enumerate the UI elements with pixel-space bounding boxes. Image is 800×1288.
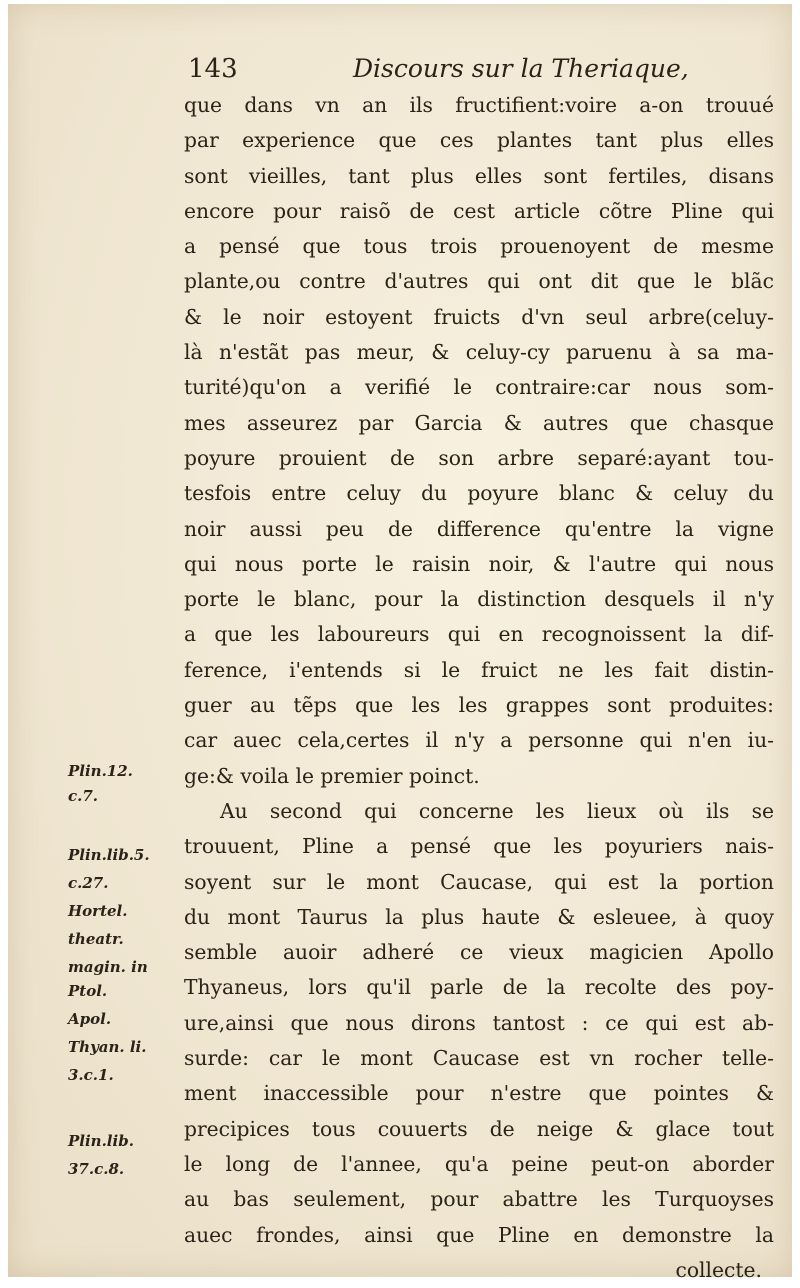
text-line: ment inaccessible pour n'estre que pointes &	[184, 1081, 774, 1106]
margin-note: Apol.	[68, 1010, 112, 1028]
text-line: du mont Taurus la plus haute & esleuee, à quoy	[184, 904, 774, 929]
text-line: a pensé que tous trois prouenoyent de mesme	[184, 234, 774, 259]
text-line: que dans vn an ils fructifient:voire a-on trouué	[184, 93, 774, 117]
text-line: & le noir estoyent fruicts d'vn seul arbre(celuy-	[184, 304, 774, 329]
text-line: trouuent, Pline a pensé que les poyuriers nais-	[184, 834, 774, 859]
text-line: surde: car le mont Caucase est vn rocher telle-	[184, 1046, 774, 1071]
margin-note: Plin.lib.	[68, 1132, 134, 1150]
text-line: plante,ou contre d'autres qui ont dit que le blãc	[184, 269, 774, 294]
text-line: car auec cela,certes il n'y a personne qui n'en iu-	[184, 728, 774, 753]
margin-note: Thyan. li.	[68, 1038, 147, 1056]
text-line: qui nous porte le raisin noir, & l'autre qui nous	[184, 551, 774, 576]
text-line: là n'estãt pas meur, & celuy-cy paruenu à sa ma-	[184, 340, 774, 365]
text-line: ge:& voila le premier poinct.	[184, 763, 480, 788]
margin-note: c.7.	[68, 787, 99, 805]
catchword-line: collecte.	[675, 1257, 762, 1282]
text-line: Thyaneus, lors qu'il parle de la recolte des poy-	[184, 975, 774, 1000]
text-line: precipices tous couuerts de neige & glace tout	[184, 1116, 774, 1141]
text-line: encore pour raisõ de cest article cõtre Pline qui	[184, 198, 774, 223]
running-title: Discours sur la Theriaque,	[353, 54, 689, 83]
text-line: mes asseurez par Garcia & autres que chasque	[184, 410, 774, 435]
page-header	[188, 52, 778, 90]
text-line: ference, i'entends si le fruict ne les fait distin-	[184, 657, 774, 682]
page-number: 143	[188, 54, 238, 84]
text-line: noir aussi peu de difference qu'entre la vigne	[184, 516, 774, 541]
text-line: semble auoir adheré ce vieux magicien Apollo	[184, 940, 774, 965]
text-line: poyure prouient de son arbre separé:ayant tou-	[184, 445, 774, 470]
margin-note: Plin.lib.5.	[68, 846, 150, 864]
text-line: tesfois entre celuy du poyure blanc & celuy du	[184, 481, 774, 506]
margin-note: Plin.12.	[68, 762, 133, 780]
text-line: le long de l'annee, qu'a peine peut-on aborder	[184, 1151, 774, 1176]
text-line: sont vieilles, tant plus elles sont fertiles, disans	[184, 163, 774, 188]
text-line: au bas seulement, pour abattre les Turquoyses	[184, 1187, 774, 1212]
paragraph-start-line: Au second qui concerne les lieux où ils se	[220, 798, 774, 823]
main-text	[184, 88, 774, 1288]
text-line: soyent sur le mont Caucase, qui est la portion	[184, 869, 774, 894]
text-line: guer au tẽps que les les grappes sont produites:	[184, 693, 774, 718]
margin-note: 3.c.1.	[68, 1066, 114, 1084]
margin-note: c.27.	[68, 874, 109, 892]
margin-note: 37.c.8.	[68, 1160, 125, 1178]
text-line: a que les laboureurs qui en recognoissent la dif-	[184, 622, 774, 647]
text-line: turité)qu'on a verifié le contraire:car nous som-	[184, 375, 774, 400]
margin-note: Hortel.	[68, 902, 128, 920]
text-line: ure,ainsi que nous dirons tantost : ce qui est ab-	[184, 1010, 774, 1035]
text-line: auec frondes, ainsi que Pline en demonstre la	[184, 1222, 774, 1247]
book-page	[8, 4, 792, 1282]
text-line: par experience que ces plantes tant plus elles	[184, 128, 774, 153]
margin-note: theatr.	[68, 930, 124, 948]
margin-note: magin. in	[68, 958, 148, 976]
margin-note: Ptol.	[68, 982, 108, 1000]
text-line: porte le blanc, pour la distinction desquels il n'y	[184, 587, 774, 612]
